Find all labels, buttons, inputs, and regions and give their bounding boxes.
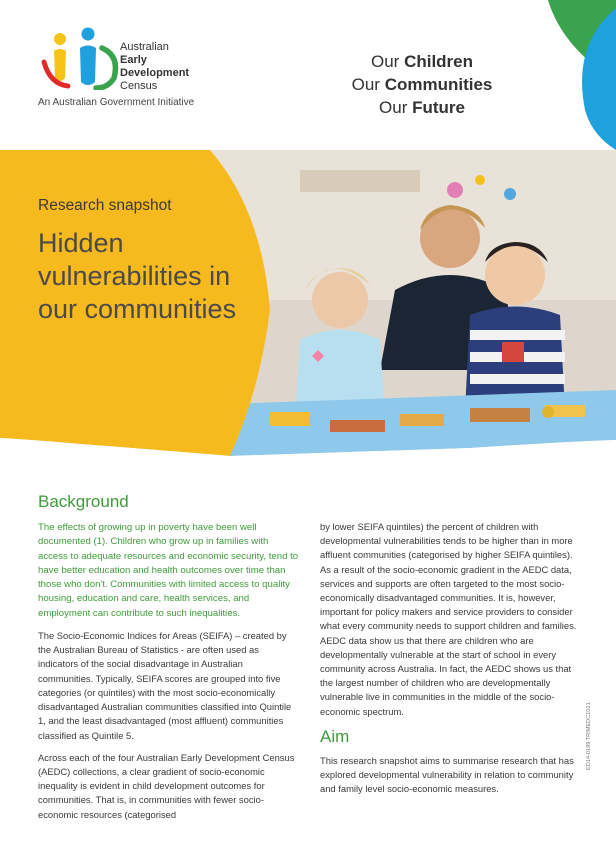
logo-name-line-1: Australian <box>120 41 169 53</box>
slogan-line-3 <box>330 96 514 119</box>
background-paragraph-1: The Socio-Economic Indices for Areas (SEIFA) – created by the Australian Bureau of Statistics - are often used as indicators of the social disadvantage in Australian communities. Typically, SEIFA scores are grouped into five categories (or quintiles) with the most socio-economically disadvantaged Australian communities classified into Quintile 1, and the least disadvantaged (most affluent) communities classified as Quintile 5. <box>38 630 292 741</box>
logo-name-line-4: Census <box>120 80 158 92</box>
left-column <box>38 492 300 830</box>
background-heading: Background <box>38 492 129 511</box>
slogan-line-1 <box>330 50 514 73</box>
hero-title: Hidden vulnerabilities in our communities <box>38 228 237 324</box>
logo-name-line-2: Early <box>120 54 147 66</box>
slogan-prefix: Our <box>351 75 380 94</box>
logo-wordmark <box>120 41 230 93</box>
background-paragraph-3: by lower SEIFA quintiles) the percent of children with developmental vulnerabilities tends to be higher than in more affluent communities (categorised by higher SEIFA quintiles). As a result of the socio-economic gradient in the AEDC data, services and supports are often targeted to the most socio-economically disadvantaged communities. It is, however, important for policy makers and service providers to consider what every community needs to support children and families. AEDC data show us that there are children who are developmentally vulnerable at the start of school in every community across Australia. In fact, the AEDC shows us that the largest number of children who are developmentally vulnerable live in communities in the middle of the socio-economic spectrum. <box>320 521 577 717</box>
slogan-line-2 <box>330 73 514 96</box>
right-column <box>320 520 582 804</box>
logo-tagline: An Australian Government Initiative <box>38 97 195 108</box>
green-corner-arc <box>548 0 616 80</box>
aim-heading: Aim <box>320 726 350 746</box>
logo-name-line-3: Development <box>120 67 190 79</box>
aedc-logo <box>38 26 238 118</box>
hero-kicker: Research snapshot <box>38 197 172 214</box>
blue-corner-arc <box>582 8 616 150</box>
hero-text <box>38 197 258 326</box>
slogan-word: Children <box>404 52 474 71</box>
side-document-code: ED14-0199 TRIMEDC1021 <box>586 702 592 770</box>
slogan-prefix: Our <box>379 98 408 117</box>
slogan-word: Communities <box>384 75 493 94</box>
background-lead: The effects of growing up in poverty have been well documented (1). Children who grow up in families with access to adequate resources and economic security, tend to have better education and health outcomes over time than those who don't. Communities with limited access to quality housing, education and care, health services, and employment can contribute to such inequalities. <box>38 522 299 619</box>
aim-text: This research snapshot aims to summarise research that has explored developmental vulnerability in relation to community and family level socio-economic measures. <box>320 754 574 795</box>
background-paragraph-2: Across each of the four Australian Early Development Census (AEDC) collections, a clear gradient of socio-economic inequality is evident in child development outcomes for communities. That is, in communities with fewer socio-economic resources (categorised <box>38 751 295 820</box>
slogan <box>330 50 514 119</box>
slogan-prefix: Our <box>370 52 400 71</box>
slogan-word: Future <box>412 98 465 117</box>
logo-figures-icon <box>38 26 122 90</box>
